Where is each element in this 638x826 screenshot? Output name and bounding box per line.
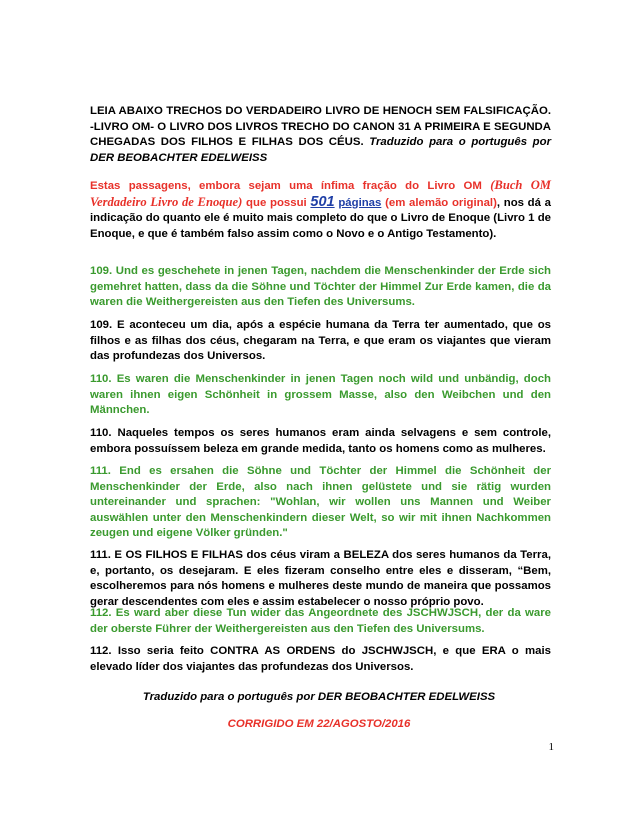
book-name: (Buch OM Verdadeiro Livro de Enoque) [90, 178, 551, 209]
red-note-part3: (em alemão original) [385, 196, 497, 209]
verse-111-portuguese: 111. E OS FILHOS E FILHAS dos céus viram a BELEZA dos seres humanos da Terra, e, portanto, os desejaram. E eles fizeram conselho entre eles e disseram, “Bem, escolheremos para nós homens e mulheres deste mundo de maneira que possamos gerar descendentes com eles e assim estabelecer o nosso próprio povo. [90, 549, 551, 608]
page-number: 1 [548, 741, 554, 753]
verse-110-german: 110. Es waren die Menschenkinder in jenen Tagen noch wild und unbändig, doch waren ihnen eigen Schönheit in grossem Masse, also den Weibchen und den Männchen. [90, 373, 551, 417]
verse-109-portuguese: 109. E aconteceu um dia, após a espécie humana da Terra ter aumentado, que os filhos e as filhas dos céus, chegaram na Terra, e que eram os viajantes que vieram das profundezas dos Universos. [90, 319, 551, 363]
red-note-part4: , nos dá a indicação do quanto ele é muito mais completo do que o Livro de Enoque (Livro 1 de Enoque, e que é também falso assim como o Novo e o Antigo Testamento). [90, 196, 552, 240]
verse-110-portuguese: 110. Naqueles tempos os seres humanos eram ainda selvagens e sem controle, embora possuíssem beleza em grande medida, tanto os homens como as mulheres. [90, 427, 551, 455]
verse-111-german: 111. End es ersahen die Söhne und Töchter der Himmel die Schönheit der Menschenkinder der Erde, also nach ihnen gelüstete und sie rätig wurden untereinander und sprachen: "Wohlan, wir wollen uns Mannen und Weiber auswählen unter den Menschenkindern dieser Welt, so wir mit ihnen Nachkommen zeugen und eigene Völker gründen." [90, 465, 551, 540]
footer-translated-by: Traduzido para o português por DER BEOBACHTER EDELWEISS [142, 691, 496, 703]
red-note-part1: Estas passagens, embora sejam uma ínfima fração do Livro OM [90, 180, 482, 192]
intro-translated-by: Traduzido para o português por DER BEOBACHTER EDELWEISS [90, 136, 551, 164]
verse-109-german: 109. Und es geschehete in jenen Tagen, nachdem die Menschenkinder der Erde sich gemehret hatten, dass da die Söhne und Töchter der Himmel Zur Erde kamen, die da waren die Weithergereisten aus den Tiefen des Universums. [90, 265, 551, 309]
red-note-paragraph [90, 178, 551, 242]
verse-112-portuguese: 112. Isso seria feito CONTRA AS ORDENS do JSCHWJSCH, e que ERA o mais elevado líder dos viajantes das profundezas dos Universos. [90, 645, 551, 673]
footer-corrected-date: CORRIGIDO EM 22/AGOSTO/2016 [227, 718, 411, 730]
intro-heading [90, 104, 551, 166]
red-note-part2: que possui [246, 196, 307, 209]
pages-count-link[interactable]: 501 [310, 193, 335, 210]
pages-word-link[interactable]: páginas [338, 196, 382, 209]
verse-112-german: 112. Es ward aber diese Tun wider das Angeordnete des JSCHWJSCH, der da ware der oberste Führer der Weithergereisten aus den Tiefen des Universums. [90, 607, 551, 635]
intro-heading-text: LEIA ABAIXO TRECHOS DO VERDADEIRO LIVRO DE HENOCH SEM FALSIFICAÇÃO. -LIVRO OM- O LIVRO DOS LIVROS TRECHO DO CANON 31 A PRIMEIRA E SEGUNDA CHEGADAS DOS FILHOS E FILHAS DOS CÉUS. [90, 105, 551, 149]
